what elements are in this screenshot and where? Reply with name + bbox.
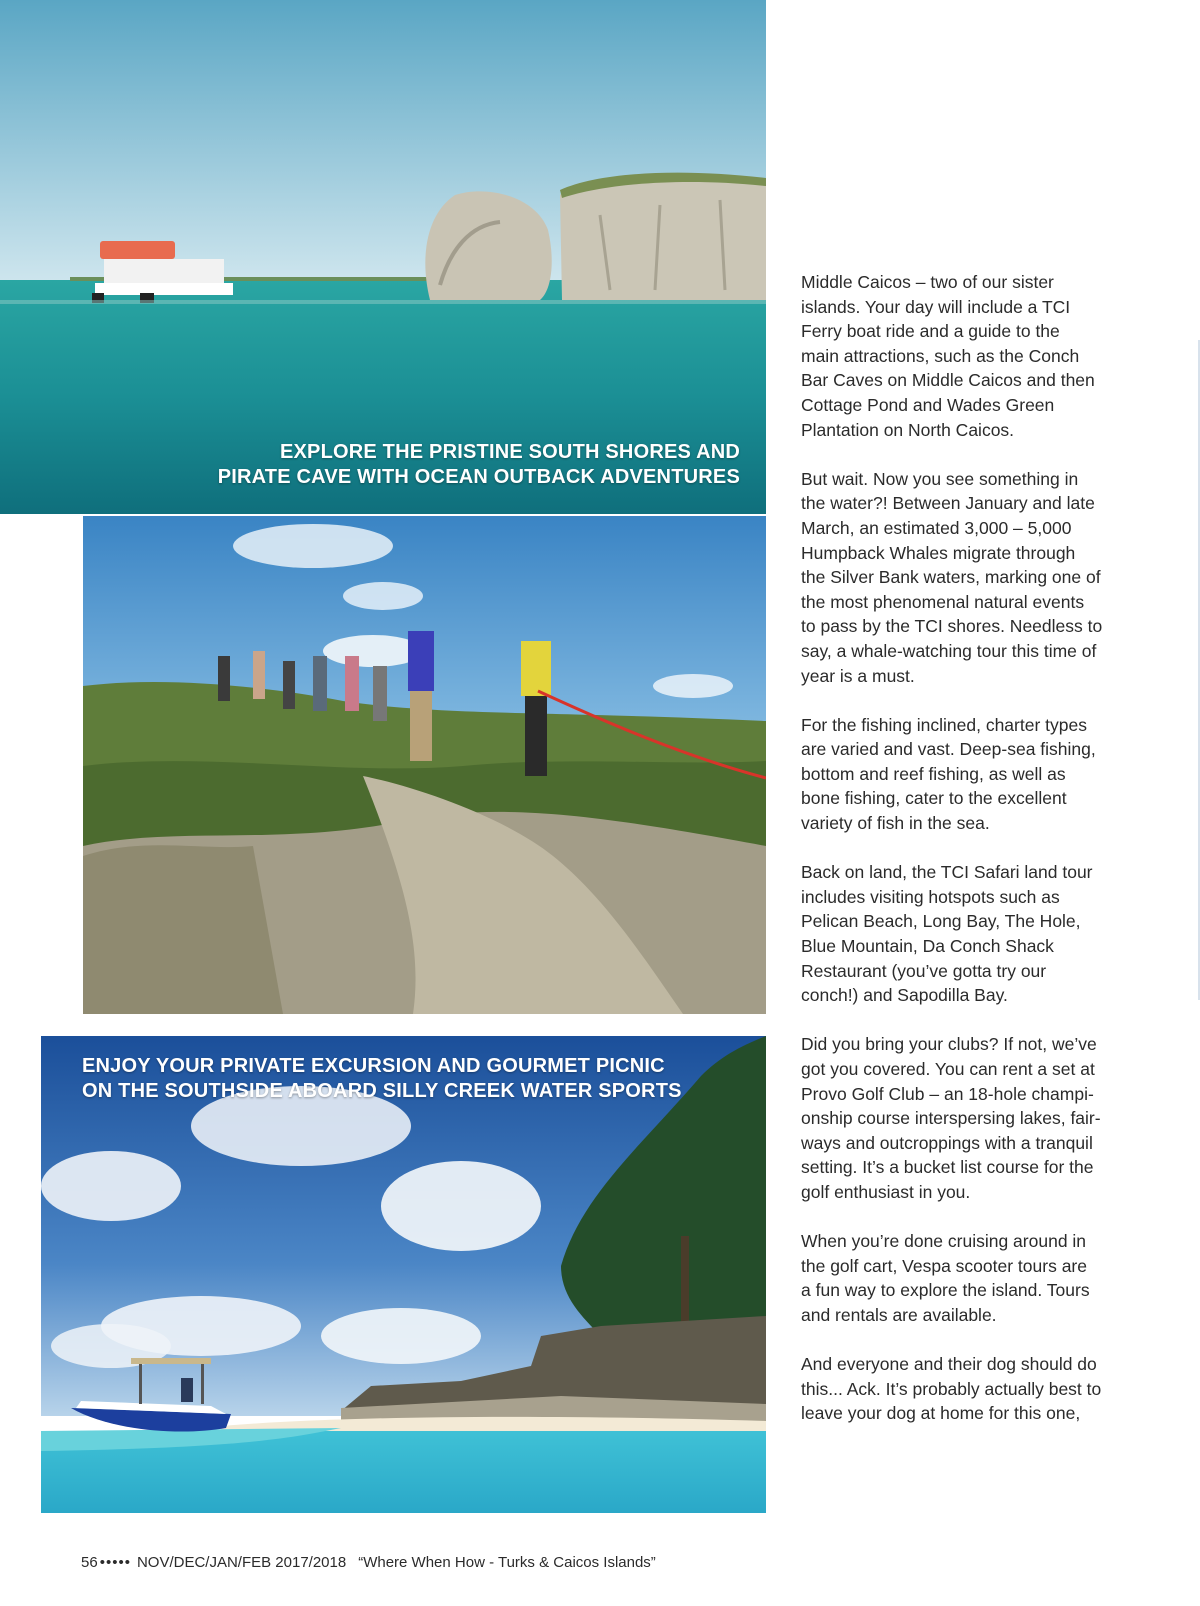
page-footer — [81, 1554, 656, 1571]
article-line: Bar Caves on Middle Caicos and then — [801, 370, 1095, 391]
photo-caption-ocean-outback — [218, 440, 740, 490]
article-line: to pass by the TCI shores. Needless to — [801, 616, 1103, 637]
article-line: this... Ack. It’s probably actually best to — [801, 1378, 1102, 1399]
article-line: Middle Caicos – two of our sister — [801, 272, 1054, 292]
article-line: Back on land, the TCI Safari land tour — [801, 862, 1093, 883]
photo-jetboat-beach — [41, 1036, 766, 1513]
article-line: variety of fish in the sea. — [801, 813, 990, 834]
article-line: islands. Your day will include a TCI — [801, 296, 1071, 317]
caption-line: EXPLORE THE PRISTINE SOUTH SHORES AND — [279, 441, 740, 463]
article-line: onship course interspersing lakes, fair- — [801, 1108, 1101, 1129]
article-paragraph — [801, 1229, 1121, 1327]
article-line: includes visiting hotspots such as — [801, 886, 1060, 907]
article-line: leave your dog at home for this one, — [801, 1403, 1081, 1424]
article-line: and rentals are available. — [801, 1304, 997, 1325]
article-line: the water?! Between January and late — [801, 493, 1095, 514]
article-line: ways and outcroppings with a tranquil — [801, 1132, 1093, 1153]
article-line: And everyone and their dog should do — [801, 1354, 1097, 1375]
article-line: setting. It’s a bucket list course for the — [801, 1157, 1094, 1178]
caption-line: PIRATE CAVE WITH OCEAN OUTBACK ADVENTURES — [217, 466, 740, 488]
article-line: bone fishing, cater to the excellent — [801, 788, 1067, 809]
article-line: the golf cart, Vespa scooter tours are — [801, 1255, 1087, 1276]
caption-line: ENJOY YOUR PRIVATE EXCURSION AND GOURMET PICNIC — [82, 1055, 665, 1077]
photo-hikers-illustration — [83, 516, 766, 1014]
photo-caption-silly-creek — [82, 1054, 682, 1104]
article-paragraph — [801, 467, 1121, 688]
article-line: main attractions, such as the Conch — [801, 345, 1080, 366]
footer-dots: ••••• — [99, 1554, 131, 1571]
article-line: got you covered. You can rent a set at — [801, 1059, 1095, 1079]
article-paragraph — [801, 270, 1121, 442]
photo-hikers-rocky-trail — [83, 516, 766, 1014]
photo-beach-illustration — [41, 1036, 766, 1513]
article-paragraph — [801, 1352, 1121, 1426]
page-number: 56 — [81, 1554, 98, 1571]
article-line: Plantation on North Caicos. — [801, 419, 1015, 440]
article-line: March, an estimated 3,000 – 5,000 — [801, 517, 1072, 538]
publication-name: “Where When How - Turks & Caicos Islands” — [358, 1554, 656, 1571]
article-line: the most phenomenal natural events — [801, 591, 1085, 612]
photo-boat-rock-formations — [0, 0, 766, 514]
article-line: conch!) and Sapodilla Bay. — [801, 985, 1008, 1006]
article-line: Did you bring your clubs? If not, we’ve — [801, 1034, 1097, 1055]
article-paragraph — [801, 860, 1121, 1008]
article-paragraph — [801, 1032, 1121, 1204]
article-line: Pelican Beach, Long Bay, The Hole, — [801, 911, 1081, 932]
article-line: year is a must. — [801, 665, 915, 686]
photo-boat-rock-illustration — [0, 0, 766, 514]
article-line: bottom and reef fishing, as well as — [801, 763, 1066, 784]
article-line: the Silver Bank waters, marking one of — [801, 567, 1101, 588]
caption-line: ON THE SOUTHSIDE ABOARD SILLY CREEK WATER SPORTS — [82, 1080, 682, 1102]
article-line: Restaurant (you’ve gotta try our — [801, 960, 1047, 981]
article-line: But wait. Now you see something in — [801, 468, 1079, 489]
article-line: Provo Golf Club – an 18-hole champi- — [801, 1083, 1094, 1104]
article-line: Blue Mountain, Da Conch Shack — [801, 936, 1054, 957]
issue-date: NOV/DEC/JAN/FEB 2017/2018 — [136, 1554, 347, 1571]
article-paragraph — [801, 713, 1121, 836]
article-line: When you’re done cruising around in — [801, 1231, 1087, 1252]
article-line: Cottage Pond and Wades Green — [801, 394, 1055, 415]
article-line: golf enthusiast in you. — [801, 1181, 971, 1202]
article-line: are varied and vast. Deep-sea fishing, — [801, 739, 1096, 760]
article-line: Ferry boat ride and a guide to the — [801, 321, 1060, 342]
article-body — [801, 270, 1121, 1451]
article-line: Humpback Whales migrate through — [801, 542, 1076, 563]
article-line: a fun way to explore the island. Tours — [801, 1280, 1090, 1301]
article-line: For the fishing inclined, charter types — [801, 714, 1087, 735]
article-line: say, a whale-watching tour this time of — [801, 640, 1097, 661]
